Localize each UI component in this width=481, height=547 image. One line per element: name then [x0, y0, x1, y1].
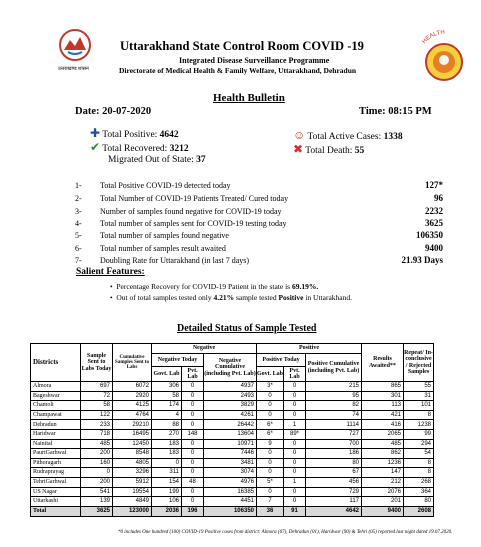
- table-cell: 8: [404, 468, 434, 478]
- logo-caption: उत्तराखण्ड शासन: [58, 67, 89, 72]
- table-row: [31, 410, 434, 420]
- table-cell: 2608: [404, 506, 434, 516]
- table-cell: 147: [362, 468, 404, 478]
- table-cell: 1114: [306, 420, 362, 430]
- table-cell: 4764: [113, 410, 152, 420]
- table-cell: 36: [257, 506, 284, 516]
- table-cell: 0: [152, 458, 182, 468]
- total-recovered-label: Total Recovered:: [102, 144, 168, 154]
- table-cell: 2065: [362, 429, 404, 439]
- uttarakhand-emblem-logo: [58, 28, 92, 62]
- table-cell: 268: [404, 477, 434, 487]
- table-cell: 270: [152, 429, 182, 439]
- table-cell: 48: [182, 477, 204, 487]
- patient-icon: ☺: [293, 128, 306, 142]
- bulletin-date: Date: 20-07-2020: [75, 106, 152, 117]
- table-cell: 0: [257, 401, 284, 411]
- table-cell: 6*: [257, 420, 284, 430]
- table-cell: 0: [182, 382, 204, 392]
- person-plus-icon: ✚: [90, 126, 101, 140]
- table-row: [31, 468, 434, 478]
- table-row: [31, 439, 434, 449]
- table-cell: 4451: [204, 497, 257, 507]
- table-cell: 55: [404, 382, 434, 392]
- table-cell: 19554: [113, 487, 152, 497]
- table-cell: 4976: [204, 477, 257, 487]
- table-cell: 0: [257, 410, 284, 420]
- directorate-subtitle: Directorate of Medical Health & Family Welfare, Uttarakhand, Dehradun: [119, 66, 357, 75]
- header-pvt-lab: Pvt. Lab: [284, 367, 306, 382]
- table-cell: 1: [284, 477, 306, 487]
- table-row: [31, 458, 434, 468]
- sample-status-table: [30, 343, 434, 517]
- table-row: [31, 449, 434, 459]
- salient-bullet-positivity: • Out of total samples tested only 4.21% sample tested Positive in Uttarakhand.: [110, 293, 352, 302]
- district-name-cell: Champawat: [31, 410, 81, 420]
- district-name-cell: TehriGarhwal: [31, 477, 81, 487]
- table-cell: 700: [306, 439, 362, 449]
- salient-features-heading: Salient Features:: [76, 267, 145, 277]
- table-cell: 4642: [306, 506, 362, 516]
- bulletin-time: Time: 08:15 PM: [359, 106, 432, 117]
- table-cell: 0: [257, 391, 284, 401]
- table-cell: 122: [81, 410, 113, 420]
- migrated-out: [108, 155, 206, 165]
- table-cell: 0: [257, 487, 284, 497]
- table-cell: 29210: [113, 420, 152, 430]
- table-cell: 862: [362, 449, 404, 459]
- table-cell: 12450: [113, 439, 152, 449]
- table-cell: 8: [404, 410, 434, 420]
- table-cell: 123000: [113, 506, 152, 516]
- checkmark-icon: ✔: [90, 140, 101, 154]
- table-cell: 183: [152, 449, 182, 459]
- table-cell: 91: [284, 506, 306, 516]
- table-row: [31, 382, 434, 392]
- table-cell: 215: [306, 382, 362, 392]
- table-cell: 0: [284, 439, 306, 449]
- table-cell: 80: [404, 497, 434, 507]
- header-positive-cumulative: Positive Cumulative (including Pvt. Lab): [306, 354, 362, 382]
- table-cell: 201: [362, 497, 404, 507]
- table-cell: 16385: [204, 487, 257, 497]
- table-cell: 4: [152, 410, 182, 420]
- header-positive: Positive: [257, 344, 362, 354]
- health-department-logo: [408, 24, 478, 86]
- footnote: *0 includes One hundred (100) COVID-19 Positive cases from district: Almora (07), Dehradun (01), Haridwar (90) & Tehri (05) reported last night dated 19.07.2020.: [118, 530, 453, 535]
- table-cell: 0: [182, 439, 204, 449]
- table-body: [31, 382, 434, 517]
- table-cell: 1: [284, 420, 306, 430]
- table-cell: 0: [182, 401, 204, 411]
- header-negative: Negative: [152, 344, 257, 354]
- total-active: [293, 129, 403, 142]
- district-name-cell: Rudraprayag: [31, 468, 81, 478]
- table-cell: 80: [306, 458, 362, 468]
- table-cell: 183: [152, 439, 182, 449]
- table-cell: 4937: [204, 382, 257, 392]
- table-cell: 7: [257, 497, 284, 507]
- table-cell: 106350: [204, 506, 257, 516]
- table-cell: 54: [404, 449, 434, 459]
- list-item-value: 21.93 Days: [401, 255, 443, 265]
- list-item-value: 2232: [425, 206, 443, 216]
- table-cell: 0: [284, 497, 306, 507]
- table-cell: 3*: [257, 382, 284, 392]
- header-negative-cumulative: Negative Cumulative (including Pvt. Lab): [204, 354, 257, 382]
- health-logo-text: HEALTH: [421, 29, 445, 46]
- table-cell: 3829: [204, 401, 257, 411]
- district-name-cell: Haridwar: [31, 429, 81, 439]
- table-cell: 0: [257, 458, 284, 468]
- table-cell: 0: [182, 449, 204, 459]
- migrated-value: 37: [196, 155, 206, 165]
- table-cell: 117: [306, 497, 362, 507]
- list-item-value: 127*: [425, 180, 443, 190]
- table-cell: 541: [81, 487, 113, 497]
- list-item-value: 3625: [425, 218, 443, 228]
- table-cell: 9: [257, 439, 284, 449]
- table-cell: 67: [306, 468, 362, 478]
- table-cell: 2036: [152, 506, 182, 516]
- table-cell: 0: [182, 487, 204, 497]
- table-cell: 10971: [204, 439, 257, 449]
- table-cell: 1236: [362, 458, 404, 468]
- table-cell: 3481: [204, 458, 257, 468]
- header-positive-today: Positive Today: [257, 354, 306, 367]
- salient-bullet-recovery: • Percentage Recovery for COVID-19 Patient in the state is 69.19%.: [110, 282, 319, 291]
- list-item-value: 106350: [416, 230, 443, 240]
- table-cell: 0: [284, 382, 306, 392]
- table-cell: 106: [152, 497, 182, 507]
- table-cell: 101: [404, 401, 434, 411]
- page-title: Uttarakhand State Control Room COVID -19: [120, 39, 364, 53]
- table-cell: 89*: [284, 429, 306, 439]
- table-cell: 0: [182, 410, 204, 420]
- header-govt-lab: Govt. Lab: [257, 367, 284, 382]
- table-cell: 0: [257, 468, 284, 478]
- table-cell: 233: [81, 420, 113, 430]
- table-cell: 0: [284, 487, 306, 497]
- table-cell: 0: [182, 391, 204, 401]
- table-cell: 364: [404, 487, 434, 497]
- district-name-cell: Dehradun: [31, 420, 81, 430]
- total-recovered-value: 3212: [169, 144, 189, 154]
- table-cell: 74: [306, 410, 362, 420]
- table-cell: 199: [152, 487, 182, 497]
- table-cell: 4805: [113, 458, 152, 468]
- district-name-cell: Nainital: [31, 439, 81, 449]
- programme-subtitle: Integrated Disease Surveillance Programme: [179, 56, 330, 65]
- migrated-label: Migrated Out of State:: [108, 155, 194, 165]
- table-cell: 0: [284, 410, 306, 420]
- table-cell: 0: [284, 449, 306, 459]
- table-row: [31, 420, 434, 430]
- table-cell: 9400: [362, 506, 404, 516]
- table-cell: 3625: [81, 506, 113, 516]
- table-cell: 160: [81, 458, 113, 468]
- district-name-cell: Bageshwar: [31, 391, 81, 401]
- table-cell: 8548: [113, 449, 152, 459]
- death-label: Total Death:: [305, 146, 353, 156]
- table-row: [31, 477, 434, 487]
- active-value: 1338: [383, 132, 403, 142]
- total-death: [293, 143, 364, 156]
- table-cell: 3074: [204, 468, 257, 478]
- district-name-cell: Total: [31, 506, 81, 516]
- table-cell: 3296: [113, 468, 152, 478]
- table-cell: 16495: [113, 429, 152, 439]
- table-cell: 148: [182, 429, 204, 439]
- table-cell: 6*: [257, 429, 284, 439]
- table-cell: 416: [362, 420, 404, 430]
- table-cell: 95: [306, 391, 362, 401]
- table-cell: 31: [404, 391, 434, 401]
- table-cell: 58: [152, 391, 182, 401]
- table-cell: 4849: [113, 497, 152, 507]
- table-cell: 0: [284, 391, 306, 401]
- active-label: Total Active Cases:: [307, 132, 382, 142]
- table-cell: 26442: [204, 420, 257, 430]
- table-cell: 718: [81, 429, 113, 439]
- table-cell: 485: [81, 439, 113, 449]
- district-name-cell: PauriGarhwal: [31, 449, 81, 459]
- table-cell: 8: [404, 458, 434, 468]
- table-row: [31, 487, 434, 497]
- total-recovered: [90, 141, 189, 154]
- svg-text:HEALTH: [421, 30, 444, 45]
- table-cell: 99: [404, 429, 434, 439]
- table-total-row: [31, 506, 434, 516]
- table-title: Detailed Status of Sample Tested: [177, 323, 317, 334]
- table-cell: 0: [182, 458, 204, 468]
- table-cell: 72: [81, 391, 113, 401]
- table-cell: 2076: [362, 487, 404, 497]
- table-cell: 5912: [113, 477, 152, 487]
- table-cell: 200: [81, 449, 113, 459]
- table-cell: 186: [306, 449, 362, 459]
- table-cell: 456: [306, 477, 362, 487]
- list-item-value: 96: [434, 193, 443, 203]
- table-cell: 311: [152, 468, 182, 478]
- table-cell: 2493: [204, 391, 257, 401]
- header-repeat: Repeat/ In-conclusive / Rejected Samples: [404, 344, 434, 382]
- table-cell: 485: [362, 439, 404, 449]
- table-cell: 13604: [204, 429, 257, 439]
- table-cell: 174: [152, 401, 182, 411]
- table-cell: 154: [152, 477, 182, 487]
- table-cell: 0: [284, 401, 306, 411]
- table-cell: 6072: [113, 382, 152, 392]
- table-cell: 729: [306, 487, 362, 497]
- header-sent-today: Sample Sent to Labs Today: [81, 344, 113, 382]
- total-positive: [90, 127, 179, 140]
- table-cell: 2920: [113, 391, 152, 401]
- table-cell: 88: [152, 420, 182, 430]
- cross-circle-icon: ✖: [293, 142, 304, 156]
- table-cell: 0: [182, 497, 204, 507]
- table-cell: 306: [152, 382, 182, 392]
- death-value: 55: [354, 146, 365, 156]
- table-cell: 0: [257, 449, 284, 459]
- table-cell: 7446: [204, 449, 257, 459]
- table-cell: 421: [362, 410, 404, 420]
- table-cell: 113: [362, 401, 404, 411]
- table-cell: 0: [284, 458, 306, 468]
- header-districts: Districts: [31, 344, 81, 382]
- table-cell: 0: [81, 468, 113, 478]
- table-cell: 697: [81, 382, 113, 392]
- table-row: [31, 391, 434, 401]
- total-positive-value: 4642: [159, 130, 179, 140]
- table-cell: 865: [362, 382, 404, 392]
- district-name-cell: Almora: [31, 382, 81, 392]
- district-name-cell: Pithoragarh: [31, 458, 81, 468]
- table-cell: 5*: [257, 477, 284, 487]
- table-cell: 0: [182, 468, 204, 478]
- table-cell: 4261: [204, 410, 257, 420]
- table-cell: 196: [182, 506, 204, 516]
- district-name-cell: Uttarkashi: [31, 497, 81, 507]
- header-negative-today: Negative Today: [152, 354, 204, 367]
- district-name-cell: Chamoli: [31, 401, 81, 411]
- total-positive-label: Total Positive:: [102, 130, 158, 140]
- table-row: [31, 401, 434, 411]
- table-cell: 1238: [404, 420, 434, 430]
- table-cell: 0: [182, 420, 204, 430]
- district-name-cell: US Nagar: [31, 487, 81, 497]
- header-cumulative-sent: Cumulative Samples Sent to Labs: [113, 344, 152, 382]
- table-cell: 212: [362, 477, 404, 487]
- header-results-awaited: Results Awaited**: [362, 344, 404, 382]
- table-row: [31, 497, 434, 507]
- table-cell: 301: [362, 391, 404, 401]
- table-cell: 58: [81, 401, 113, 411]
- list-item-value: 9400: [425, 243, 443, 253]
- header-govt-lab: Govt. Lab: [152, 367, 182, 382]
- table-row: [31, 429, 434, 439]
- table-cell: 727: [306, 429, 362, 439]
- table-cell: 0: [284, 468, 306, 478]
- header-pvt-lab: Pvt. Lab: [182, 367, 204, 382]
- table-cell: 4125: [113, 401, 152, 411]
- table-cell: 200: [81, 477, 113, 487]
- table-cell: 139: [81, 497, 113, 507]
- table-cell: 82: [306, 401, 362, 411]
- table-cell: 294: [404, 439, 434, 449]
- bulletin-title: Health Bulletin: [213, 92, 285, 104]
